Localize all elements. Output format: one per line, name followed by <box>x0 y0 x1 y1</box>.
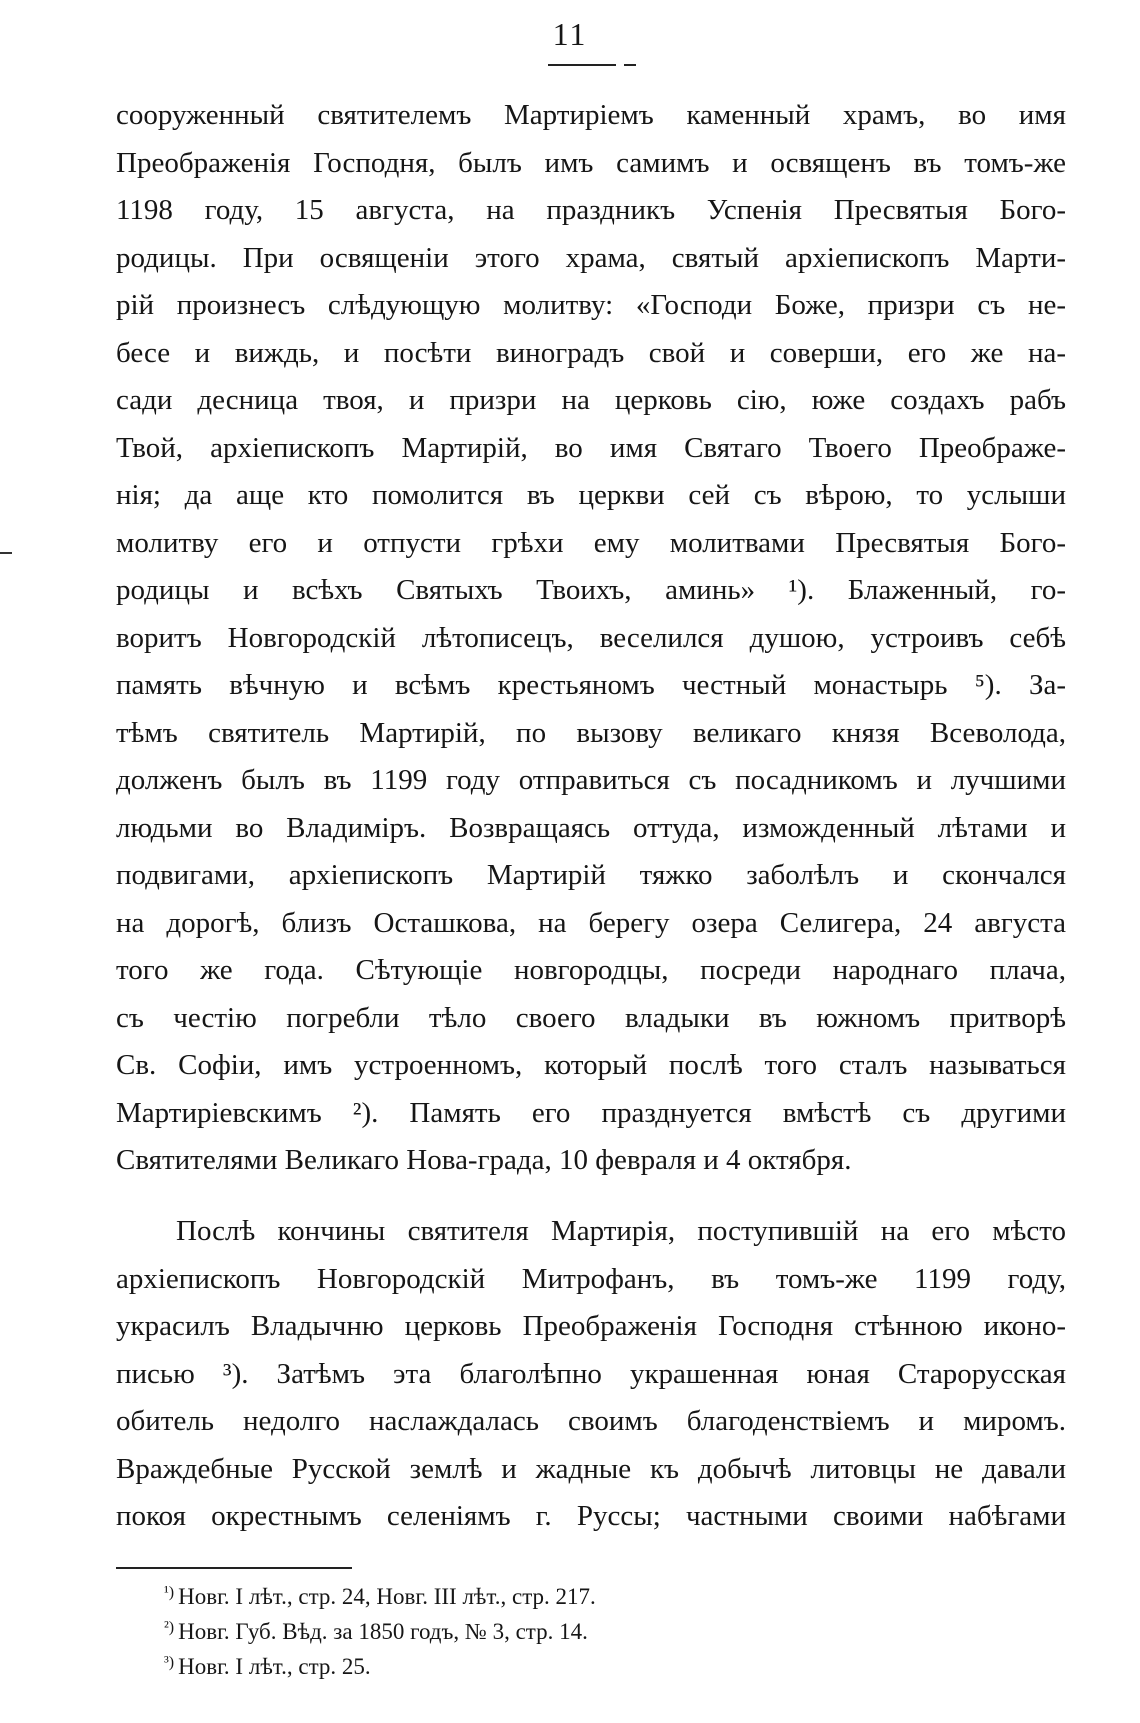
text-line: родицы. При освященіи этого храма, святый архіепископъ Марти- <box>116 241 1066 274</box>
page-number-underline <box>548 64 616 66</box>
text-line: подвигами, архіепископъ Мартирій тяжко заболѣлъ и скончался <box>116 859 1066 891</box>
text-line: сади десница твоя, и призри на церковь сію, юже создахъ рабъ <box>116 384 1066 416</box>
text-line: тѣмъ святитель Мартирій, по вызову великаго князя Всеволода, <box>116 716 1066 749</box>
text-line: писью ³). Затѣмъ эта благолѣпно украшенная юная Старорусская <box>116 1357 1066 1390</box>
text-line: нія; да аще кто помолится въ церкви сей съ вѣрою, то услыши <box>116 479 1066 511</box>
footnote-mark: ²) <box>164 1619 175 1636</box>
paragraph-1 <box>116 92 1066 1185</box>
text-line: Преображенія Господня, былъ имъ самимъ и освященъ въ томъ-же <box>116 146 1066 179</box>
text-line: память вѣчную и всѣмъ крестьяномъ честный монастырь ⁵). За- <box>116 669 1066 701</box>
footnote <box>164 1610 964 1645</box>
text-line: людьми во Владиміръ. Возвращаясь оттуда, изможденный лѣтами и <box>116 811 1066 844</box>
footnote <box>164 1645 964 1680</box>
margin-mark <box>0 552 12 554</box>
footnotes <box>164 1575 964 1680</box>
footnote-text: Новг. I лѣт., стр. 25. <box>178 1654 371 1679</box>
footnote-mark: ³) <box>164 1654 175 1671</box>
text-line: съ честію погребли тѣло своего владыки въ южномъ притворѣ <box>116 1001 1066 1034</box>
text-line: долженъ былъ въ 1199 году отправиться съ посадникомъ и лучшими <box>116 764 1066 796</box>
footnote-mark: ¹) <box>164 1584 175 1601</box>
text-line: архіепископъ Новгородскій Митрофанъ, въ томъ-же 1199 году, <box>116 1262 1066 1295</box>
text-line: Св. Софіи, имъ устроенномъ, который послѣ того сталъ называться <box>116 1049 1066 1081</box>
page-number-underline-tick <box>624 64 636 66</box>
text-line: воритъ Новгородскій лѣтописецъ, веселился душою, устроивъ себѣ <box>116 621 1066 654</box>
text-line: родицы и всѣхъ Святыхъ Твоихъ, аминь» ¹). Блаженный, го- <box>116 574 1066 606</box>
text-line: рій произнесъ слѣдующую молитву: «Господи Боже, призри съ не- <box>116 289 1066 321</box>
text-line: 1198 году, 15 августа, на праздникъ Успенія Пресвятыя Бого- <box>116 194 1066 226</box>
footnote <box>164 1575 964 1610</box>
text-line: Послѣ кончины святителя Мартирія, поступившій на его мѣсто <box>176 1215 1066 1247</box>
text-line: обитель недолго наслаждалась своимъ благоденствіемъ и миромъ. <box>116 1405 1066 1437</box>
paragraph-2 <box>116 1208 1066 1541</box>
text-line: Враждебные Русской землѣ и жадные къ добычѣ литовцы не давали <box>116 1452 1066 1485</box>
footnote-separator <box>116 1567 352 1569</box>
text-line: бесе и виждь, и посѣти виноградъ свой и соверши, его же на- <box>116 336 1066 369</box>
page-number: 11 <box>552 16 588 52</box>
text-line: Твой, архіепископъ Мартирій, во имя Святаго Твоего Преображе- <box>116 431 1066 464</box>
text-line: покоя окрестнымъ селеніямъ г. Руссы; частными своими набѣгами <box>116 1500 1066 1532</box>
text-line: украсилъ Владычню церковь Преображенія Господня стѣнною иконо- <box>116 1310 1066 1342</box>
text-line: Мартиріевскимъ ²). Память его празднуется вмѣстѣ съ другими <box>116 1096 1066 1129</box>
footnote-text: Новг. Губ. Вѣд. за 1850 годъ, № 3, стр. 14. <box>178 1619 588 1644</box>
text-line: молитву его и отпусти грѣхи ему молитвами Пресвятыя Бого- <box>116 526 1066 559</box>
text-line: Святителями Великаго Нова-града, 10 февраля и 4 октября. <box>116 1144 852 1176</box>
footnote-text: Новг. I лѣт., стр. 24, Новг. III лѣт., стр. 217. <box>178 1584 596 1609</box>
text-line: на дорогѣ, близъ Осташкова, на берегу озера Селигера, 24 августа <box>116 906 1066 939</box>
text-line: того же года. Сѣтующіе новгородцы, посреди народнаго плача, <box>116 954 1066 986</box>
text-line: сооруженный святителемъ Мартиріемъ каменный храмъ, во имя <box>116 99 1066 131</box>
